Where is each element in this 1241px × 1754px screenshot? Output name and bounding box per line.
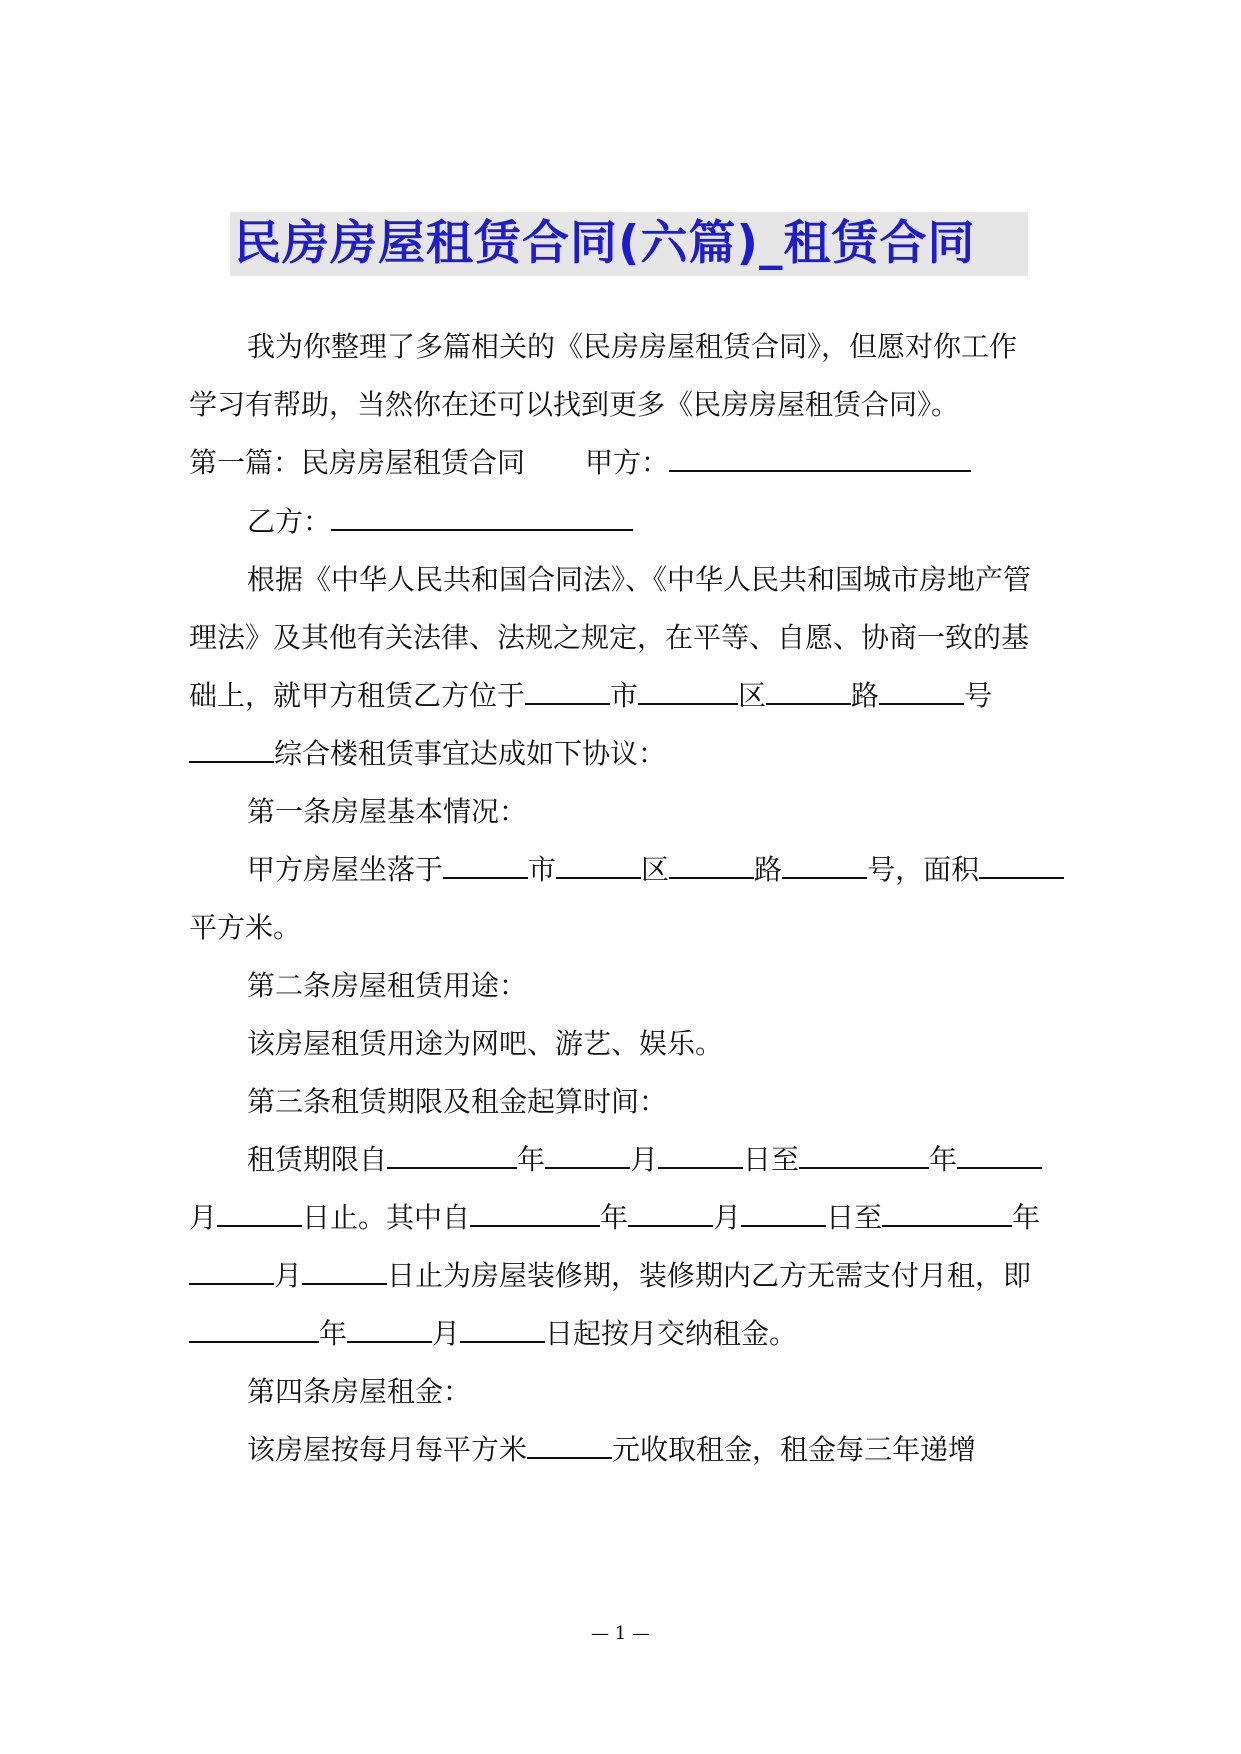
article-three-line-2: 月 日止。其中自 年 月 日至 年: [189, 1201, 1041, 1234]
article-one-line-1: 甲方房屋坐落于 市 区 路 号，面积: [247, 850, 1064, 890]
article-two-line-1: 该房屋租赁用途为网吧、游艺、娱乐。: [247, 1027, 724, 1060]
preamble-line-4: 综合楼租赁事宜达成如下协议：: [189, 734, 666, 774]
article-three-line-3: 月 日止为房屋装修期，装修期内乙方无需支付月租，即: [189, 1256, 1031, 1296]
paragraph-intro-line-1: 我为你整理了多篇相关的《民房房屋租赁合同》，但愿对你工作: [247, 330, 1018, 363]
preamble-line-2: 理法》及其他有关法律、法规之规定，在平等、自愿、协商一致的基: [189, 621, 1030, 654]
article-three-line-1: 租赁期限自 年 月 日至 年: [247, 1140, 1042, 1180]
section-heading: 第一篇：民房房屋租赁合同: [189, 446, 526, 479]
article-three-line-4: 年 月 日起按月交纳租金。: [189, 1314, 797, 1354]
preamble-line-1: 根据《中华人民共和国合同法》、《中华人民共和国城市房地产管: [247, 563, 1032, 596]
document-title: 民房房屋租赁合同(六篇)_租赁合同: [230, 212, 1028, 276]
article-three-heading: 第三条租赁期限及租金起算时间：: [247, 1085, 668, 1118]
article-four-line-1: 该房屋按每月每平方米 元收取租金，租金每三年递增: [247, 1433, 977, 1466]
page-number: — 1 —: [591, 1623, 650, 1644]
article-two-heading: 第二条房屋租赁用途：: [247, 969, 528, 1002]
article-one-line-2: 平方米。: [189, 911, 302, 944]
party-b-line: 乙方：: [247, 502, 633, 542]
section-one-heading-line: 第一篇：民房房屋租赁合同 甲方：: [189, 443, 971, 483]
party-a-blank: [669, 444, 971, 472]
party-b-blank: [331, 503, 633, 531]
article-one-heading: 第一条房屋基本情况：: [247, 795, 528, 828]
article-four-heading: 第四条房屋租金：: [247, 1375, 472, 1408]
paragraph-intro-line-2: 学习有帮助，当然你在还可以找到更多《民房房屋租赁合同》。: [189, 388, 960, 421]
preamble-line-3: 础上，就甲方租赁乙方位于 市 区 路 号: [189, 679, 993, 712]
